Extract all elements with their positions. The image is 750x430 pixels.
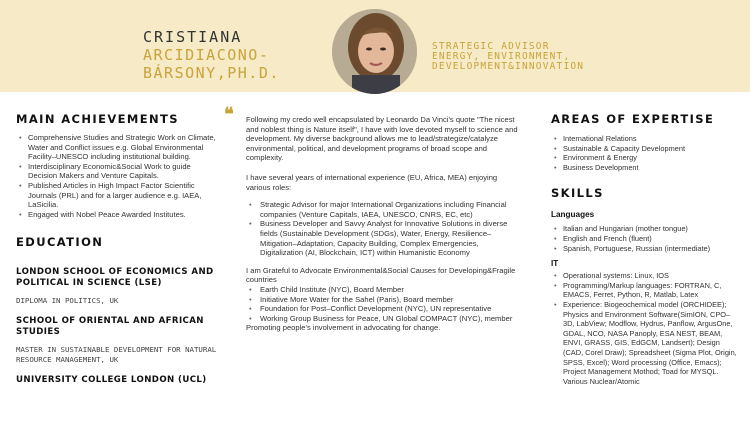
list-item: • Business Developer and Savvy Analyst for Innovative Solutions in diverse fields (Sustainable Development (SDGs), Water, Energy, Resilience–Mitigation–Adaptation, Capacity Building, Complex Emergencies, Digitalization (AI, Blockchain, ICT) within Humanistic Economy bbox=[246, 219, 518, 257]
profile-experience: I have several years of international experience (EU, Africa, MEA) enjoying various roles: bbox=[246, 172, 498, 192]
list-item: • Earth Child Institute (NYC), Board Member bbox=[246, 285, 518, 295]
languages-list bbox=[551, 224, 741, 253]
list-item: • Sustainable & Capacity Development bbox=[551, 144, 741, 154]
list-item: • Working Group Business for Peace, UN Global COMPACT (NYC), member bbox=[246, 314, 518, 324]
tagline-line: STRATEGIC ADVISOR bbox=[432, 41, 550, 52]
school-name: LONDON SCHOOL OF ECONOMICS AND POLITICAL IN SCIENCE (LSE) bbox=[16, 267, 214, 289]
achievements-heading: MAIN ACHIEVEMENTS bbox=[16, 112, 179, 126]
orgs-list bbox=[246, 285, 518, 323]
last-name-line1: ARCIDIACONO- bbox=[143, 46, 270, 64]
roles-list bbox=[246, 200, 518, 258]
profile-column bbox=[246, 115, 518, 333]
profile-intro: Following my credo well encapsulated by Leonardo Da Vinci's quote "The nicest and noblest thing is Nature itself", I have with love devoted myself to science and development. My diverse background allows me to lead/strategize/catalyze environmental, political, and development programs of broad scope and complexity. bbox=[246, 115, 518, 163]
expertise-list bbox=[551, 134, 741, 172]
tagline-line: ENERGY, ENVIRONMENT, bbox=[432, 51, 571, 62]
it-list bbox=[551, 271, 741, 386]
achievements-list bbox=[16, 133, 221, 219]
list-item: • Programming/Markup languages: FORTRAN, C, EMACS, Ferret, Python, R, Matlab, Latex bbox=[551, 281, 741, 300]
closing-text: Promoting people's involvement in advocating for change. bbox=[246, 323, 441, 333]
list-item: • Initiative More Water for the Sahel (Paris), Board member bbox=[246, 295, 518, 305]
list-item: • International Relations bbox=[551, 134, 741, 144]
languages-label: Languages bbox=[551, 210, 595, 220]
tagline-line: DEVELOPMENT&INNOVATION bbox=[432, 61, 585, 72]
skills-heading: SKILLS bbox=[551, 186, 604, 201]
advocate-text: I am Grateful to Advocate Environmental&Social Causes for Developing&Fragile countries bbox=[246, 265, 516, 285]
list-item: • Comprehensive Studies and Strategic Work on Climate, Water and Conflict issues e.g. Global Environmental Facility–UNESCO including institutional building. bbox=[16, 133, 221, 162]
list-item: • Italian and Hungarian (mother tongue) bbox=[551, 224, 741, 234]
education-heading: EDUCATION bbox=[16, 235, 104, 250]
education-entry bbox=[16, 267, 221, 306]
list-item: • Spanish, Portuguese, Russian (intermediate) bbox=[551, 244, 741, 254]
list-item: • Interdisciplinary Economic&Social Work to guide Decision Makers and Venture Capitals. bbox=[16, 162, 221, 181]
list-item: • Foundation for Post–Conflict Development (NYC), UN representative bbox=[246, 304, 518, 314]
degree: DIPLOMA IN POLITICS, UK bbox=[16, 296, 119, 306]
last-name bbox=[143, 46, 280, 82]
school-name: SCHOOL OF ORIENTAL AND AFRICAN STUDIES bbox=[16, 316, 204, 338]
list-item: • Business Development bbox=[551, 163, 741, 173]
list-item: • Environment & Energy bbox=[551, 153, 741, 163]
list-item: • Published Articles in High Impact Factor Scientific Journals (PRL) and for a larger audience e.g. IAEA, LaSicilia. bbox=[16, 181, 221, 210]
list-item: • Strategic Advisor for major International Organizations including Financial companies (Venture Capitals, IAEA, UNESCO, CNRS, EC, etc) bbox=[246, 200, 518, 219]
education-entry bbox=[16, 375, 221, 386]
right-column bbox=[551, 112, 741, 386]
quote-mark: ❝ bbox=[224, 104, 234, 125]
degree: MASTER IN SUSTAINABLE DEVELOPMENT FOR NATURAL RESOURCE MANAGEMENT, UK bbox=[16, 345, 217, 365]
education-entry bbox=[16, 316, 221, 365]
profile-photo bbox=[332, 9, 417, 94]
left-column bbox=[16, 112, 221, 386]
tagline bbox=[432, 42, 584, 72]
expertise-heading: AREAS OF EXPERTISE bbox=[551, 112, 715, 126]
list-item: • Experience: Biogeochemical model (ORCHIDEE); Physics and Environment Software(SimION, CPO–3D, LabView; Modflow, Hydrus, Panflow, ArgusOne, GDAL, NCO, NASA Panoply, ESA NEST, BEAM, ENVI, GRASS, GIS, EdGCM, Landsert); Design (CAD, Corel Draw); Spreadsheet (Sigma Plot, Origin, SPSS, Excel); Word processing (Office, Emacs); Project Management Mothod; Toad for MYSQL. Various Nuclear/Atomic bbox=[551, 300, 741, 386]
school-name: UNIVERSITY COLLEGE LONDON (UCL) bbox=[16, 375, 207, 386]
list-item: • English and French (fluent) bbox=[551, 234, 741, 244]
list-item: • Engaged with Nobel Peace Awarded Institutes. bbox=[16, 210, 221, 220]
list-item: • Operational systems: Linux, IOS bbox=[551, 271, 741, 281]
first-name: CRISTIANA bbox=[143, 28, 243, 46]
it-label: IT bbox=[551, 259, 559, 269]
last-name-line2: BÁRSONY,PH.D. bbox=[143, 64, 280, 82]
